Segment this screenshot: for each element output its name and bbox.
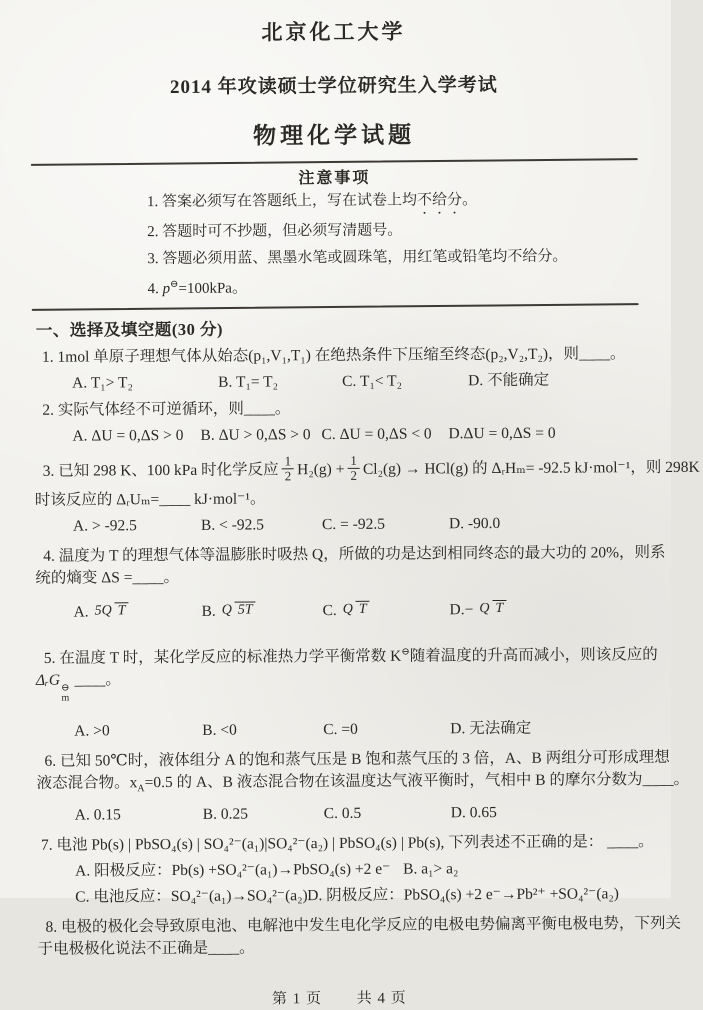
- question-2-option-a: A. ΔU = 0,ΔS > 0: [72, 426, 184, 445]
- fraction-denominator: T: [115, 603, 129, 620]
- fraction-denominator: T: [356, 601, 370, 618]
- fraction-q-over-t: [340, 601, 370, 618]
- question-1-options: [72, 369, 651, 395]
- question-5-blank: ____。: [70, 670, 121, 689]
- question-3-stem-line1: [42, 450, 700, 490]
- question-1-option-a: A. T₁> T₂: [72, 373, 133, 392]
- question-5-stem-rest: 随着温度的升高而减小，则该反应的: [409, 645, 658, 665]
- question-5-option-a: A. >0: [74, 722, 110, 740]
- question-4-options: [73, 586, 652, 636]
- one-half-fraction: [282, 454, 295, 485]
- question-6-stem-line1: 6. 已知 50℃时，液体组分 A 的饱和蒸气压是 B 饱和蒸气压的 3 倍，A、B 两组分可形成理想: [44, 748, 670, 770]
- question-3: [1, 449, 700, 537]
- question-3-options: [73, 512, 652, 538]
- total-pages: 共 4 页: [356, 990, 407, 1007]
- question-2-options: [72, 422, 651, 448]
- question-7: [3, 831, 674, 909]
- option-d-label: D.: [449, 600, 465, 618]
- question-6-option-d: D. 0.65: [450, 803, 497, 822]
- delta-r-g-symbol: ΔᵣG: [35, 671, 61, 689]
- fraction-numerator: Q: [479, 601, 490, 617]
- notice-item-1-emphasis: 不给分: [416, 192, 463, 209]
- question-1-option-c: C. T₁< T₂: [342, 372, 403, 390]
- one-half-fraction: [347, 453, 360, 484]
- mole-fraction-subscript: A: [137, 782, 145, 794]
- page-footer: [4, 985, 675, 1010]
- fraction-q-over-5t: [219, 602, 256, 619]
- standard-state-icon: ⊖: [170, 278, 179, 291]
- question-6-stem-text: 液态混合物。x: [36, 773, 138, 792]
- notice-item-1-end: 。: [462, 192, 478, 209]
- molar-subscript: m: [61, 692, 70, 704]
- question-6-option-c: C. 0.5: [323, 804, 362, 822]
- notice-item-4: [147, 269, 640, 303]
- question-7-stem: 7. 电池 Pb(s) | PbSO₄(s) | SO₄²⁻(a₁)|SO₄²⁻(a₂) | PbSO₄(s) | Pb(s), 下列表述不正确的是： ____。: [40, 832, 654, 854]
- question-5-stem-line1: [43, 640, 658, 670]
- question-5-option-d: D. 无法确定: [450, 719, 532, 737]
- question-3-stem-line2: 时该反应的 ΔᵣUₘ=____ kJ·mol⁻¹。: [34, 489, 266, 509]
- fraction-denominator: 2: [282, 469, 295, 485]
- fraction-denominator: T: [492, 600, 506, 617]
- question-2-option-c: C. ΔU = 0,ΔS < 0: [321, 424, 432, 443]
- question-5: [2, 639, 674, 742]
- question-1-option-d: D. 不能确定: [468, 371, 550, 389]
- notice-section: [0, 163, 671, 304]
- minus-sign: −: [464, 600, 474, 618]
- fraction-denominator: 2: [347, 468, 360, 484]
- page-number: 第 1 页: [271, 990, 323, 1008]
- question-1-stem: 1. 1mol 单原子理想气体从始态(p₁,V₁,T₁) 在绝热条件下压缩至终态(p₂,V₂,T₂)，则____。: [41, 344, 626, 366]
- question-8: [3, 913, 682, 961]
- question-4: [1, 541, 673, 635]
- question-7-option-d: D. 阴极反应：PbSO₄(s) +2 e⁻→Pb²⁺ +SO₄²⁻(a₂): [307, 885, 619, 904]
- question-3-option-d: D. -90.0: [448, 514, 501, 532]
- question-6-stem-rest: =0.5 的 A、B 液态混合物在该温度达气液平衡时，气相中 B 的摩尔分数为____。: [144, 770, 689, 791]
- standard-state-icon: ⊖: [61, 682, 70, 694]
- question-4-option-d: [449, 586, 652, 633]
- fraction-numerator: 5Q: [94, 603, 112, 619]
- fraction-numerator: 1: [284, 452, 292, 468]
- question-1: [0, 342, 671, 394]
- question-3-stem-text: 3. 已知 298 K、100 kPa 时化学反应: [42, 460, 279, 480]
- notice-divider-line: [32, 303, 639, 311]
- notice-item-2: 2. 答题时可不抄题，但必须写清题号。: [147, 222, 403, 241]
- question-7-option-c: C. 电池反应：SO₄²⁻(a₁)→SO₄²⁻(a₂): [75, 886, 308, 906]
- question-6: [2, 747, 689, 827]
- question-5-option-b: B. <0: [202, 721, 237, 739]
- fraction-denominator: 5T: [235, 602, 256, 619]
- question-3-option-a: A. > -92.5: [72, 516, 137, 535]
- question-2-option-b: B. ΔU > 0,ΔS > 0: [200, 425, 311, 444]
- question-6-stem-line2: [36, 769, 689, 801]
- question-4-option-c: [322, 587, 449, 634]
- notice-item-4-value: =100kPa。: [178, 280, 247, 297]
- question-5-options: [74, 717, 653, 743]
- question-7-options-row1: [75, 857, 674, 883]
- question-4-stem-line2: 统的熵变 ΔS =____。: [35, 568, 179, 587]
- question-3-option-b: B. < -92.5: [200, 515, 265, 534]
- question-7-option-b: B. a₁> a₂: [403, 860, 459, 878]
- question-7-options-row2: [75, 883, 674, 909]
- fraction-numerator: Q: [342, 602, 353, 618]
- question-5-option-c: C. =0: [323, 720, 358, 738]
- option-b-label: B.: [201, 602, 216, 620]
- exam-session-title: 2014 年攻读硕士学位研究生入学考试: [169, 75, 498, 99]
- pressure-symbol: p: [162, 281, 171, 298]
- question-4-stem-line1: 4. 温度为 T 的理想气体等温膨胀时吸热 Q，所做的功是达到相同终态的最大功的 20%，则系: [43, 543, 666, 565]
- question-4-option-a: [73, 588, 201, 635]
- notice-item-4-number: 4.: [147, 281, 163, 298]
- standard-state-icon: ⊖: [401, 646, 410, 658]
- question-8-stem-line1: 8. 电极的极化会导致原电池、电解池中发生电化学反应的电极电势偏离平衡电极电势，下列关: [45, 914, 682, 936]
- question-2: [0, 395, 671, 447]
- question-2-stem: 2. 实际气体经不可逆循环，则____。: [42, 399, 291, 419]
- question-5-stem-line2: [36, 666, 647, 705]
- question-3-h2-term: H₂(g) +: [297, 460, 345, 478]
- notice-title: 注意事项: [298, 169, 371, 188]
- university-name: 北京化工大学: [261, 19, 406, 45]
- gibbs-supsub: [61, 683, 70, 704]
- question-1-option-b: B. T₁= T₂: [218, 372, 279, 391]
- section-title: 一、选择及填空题(30 分): [35, 319, 223, 340]
- notice-item-3: 3. 答题必须用蓝、黑墨水笔或圆珠笔，用红笔或铅笔均不给分。: [147, 248, 568, 267]
- question-6-option-a: A. 0.15: [74, 806, 121, 824]
- fraction-neg-q-over-t: [476, 600, 506, 617]
- fraction-numerator: Q: [221, 603, 232, 619]
- question-3-option-c: C. = -92.5: [321, 515, 386, 533]
- question-6-options: [75, 801, 654, 827]
- notice-item-1-text: 1. 答案必须写在答题纸上，写在试卷上均: [146, 192, 418, 211]
- subject-title: 物理化学试题: [253, 122, 416, 149]
- option-a-label: A.: [73, 603, 89, 621]
- question-7-option-a: A. 阳极反应：Pb(s) +SO₄²⁻(a₁)→PbSO₄(s) +2 e⁻: [75, 860, 391, 880]
- fraction-numerator: 1: [350, 452, 357, 468]
- fraction-5q-over-t: [92, 603, 129, 620]
- question-8-stem-line2: 于电极极化说法不正确是____。: [37, 939, 255, 958]
- question-4-option-b: [201, 588, 322, 635]
- question-2-option-d: D.ΔU = 0,ΔS = 0: [448, 424, 556, 442]
- option-c-label: C.: [322, 601, 337, 619]
- question-3-reaction-end: Cl₂(g) → HCl(g) 的 ΔᵣHₘ= -92.5 kJ·mol⁻¹，则 298K: [362, 458, 700, 478]
- question-6-option-b: B. 0.25: [202, 805, 249, 823]
- notice-item-1: [147, 186, 640, 219]
- question-5-stem-text: 5. 在温度 T 时，某化学反应的标准热力学平衡常数 K: [43, 647, 402, 667]
